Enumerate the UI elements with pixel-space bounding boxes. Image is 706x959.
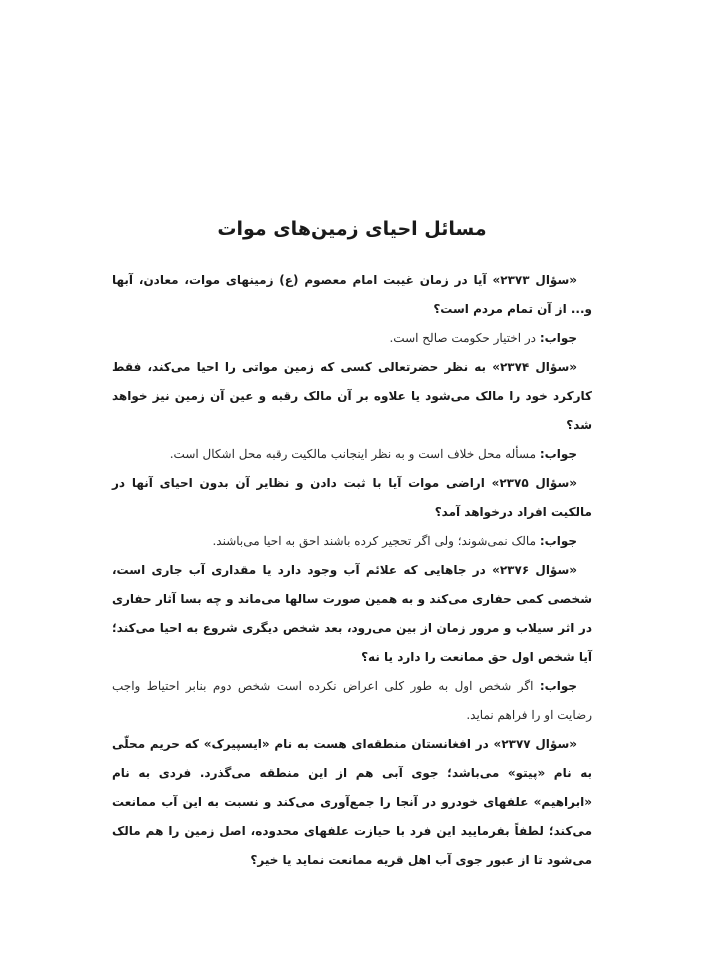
book-page [112, 0, 592, 959]
answer-label: جواب: [539, 447, 577, 461]
answer-text: در اختیار حکومت صالح است. [389, 331, 537, 345]
question-2373: «سؤال ۲۳۷۳» آیا در زمان غیبت امام معصوم (ع) زمینهای موات، معادن، آبها و... از آن تمام مردم است؟ [112, 273, 592, 316]
answer-label: جواب: [539, 331, 577, 345]
answer-2376 [112, 672, 592, 730]
page-title: مسائل احیای زمین‌های موات [217, 218, 487, 240]
answer-2375 [112, 527, 592, 556]
answer-text: اگر شخص اول به طور کلی اعراض نکرده است شخص دوم بنابر احتیاط واجب رضایت او را فراهم نماید. [112, 679, 592, 722]
answer-label: جواب: [539, 534, 577, 548]
answer-2373 [112, 324, 592, 353]
question-2377: «سؤال ۲۳۷۷» در افغانستان منطقه‌ای هست به نام «ایسپیرک» که حریم محلّی به نام «پیتو» می‌باشد؛ جوی آبی هم از این منطقه می‌گذرد. فردی به نام «ابراهیم» علفهای خودرو در آنجا را جمع‌آوری می‌کند و نسبت به این آب ممانعت می‌کند؛ لطفاً بفرمایید این فرد با حیازت علفهای محدوده، اصل زمین را هم مالک می‌شود تا از عبور جوی آب اهل قریه ممانعت نماید یا خیر؟ [112, 737, 592, 867]
document-body [112, 266, 592, 875]
question-2375: «سؤال ۲۳۷۵» اراضی موات آیا با ثبت دادن و نظایر آن بدون احیای آنها در مالکیت افراد درخواهد آمد؟ [112, 476, 592, 519]
answer-label: جواب: [539, 679, 577, 693]
answer-2374 [112, 440, 592, 469]
answer-text: مسأله محل خلاف است و به نظر اینجانب مالکیت رقبه محل اشکال است. [169, 447, 537, 461]
question-2374: «سؤال ۲۳۷۴» به نظر حضرتعالی کسی که زمین مواتی را احیا می‌کند، فقط کارکرد خود را مالک می‌شود یا علاوه بر آن مالک رقبه و عین آن زمین نیز خواهد شد؟ [112, 360, 592, 432]
question-2376: «سؤال ۲۳۷۶» در جاهایی که علائم آب وجود دارد یا مقداری آب جاری است، شخصی کمی حفاری می‌کند و به همین صورت سالها می‌ماند و چه بسا آثار حفاری در اثر سیلاب و مرور زمان از بین می‌رود، بعد شخص دیگری شروع به احیا می‌کند؛ آیا شخص اول حق ممانعت را دارد یا نه؟ [112, 563, 592, 664]
answer-text: مالک نمی‌شوند؛ ولی اگر تحجیر کرده باشند احق به احیا می‌باشند. [212, 534, 537, 548]
